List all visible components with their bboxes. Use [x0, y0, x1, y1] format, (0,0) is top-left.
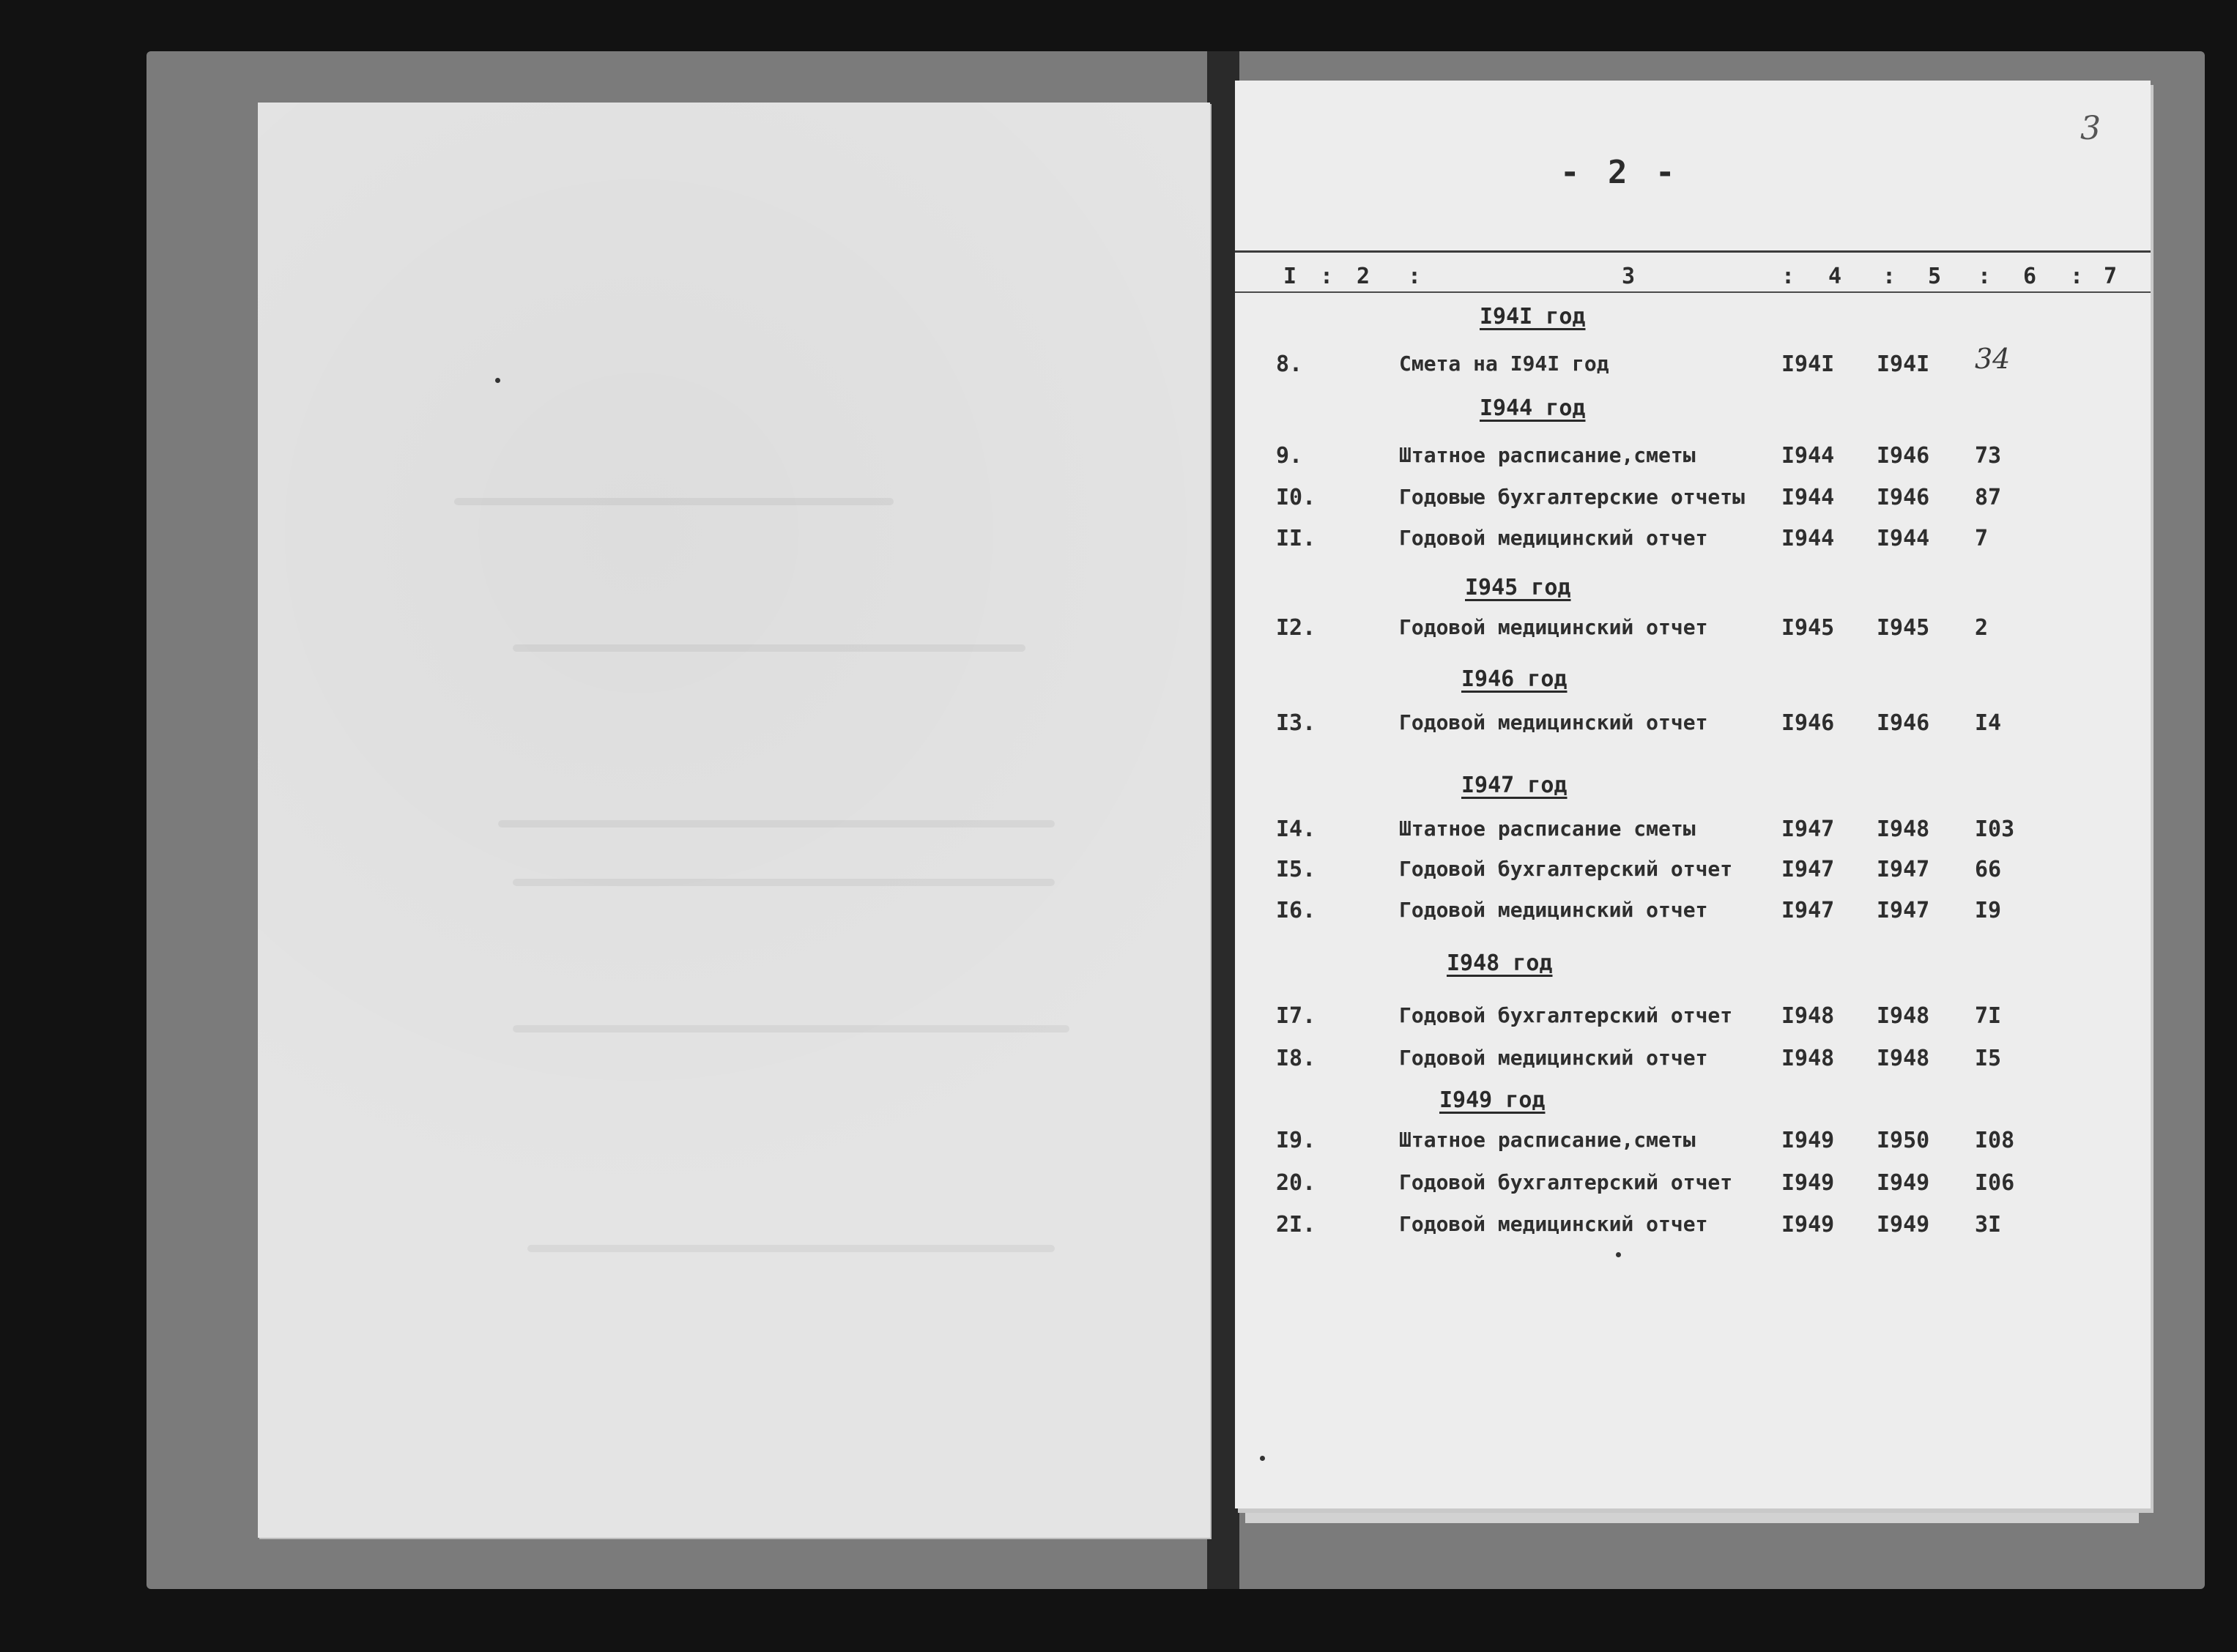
row-number: I5.	[1276, 857, 1316, 882]
row-number: I2.	[1276, 615, 1316, 641]
start-year: I944	[1781, 443, 1835, 469]
row-number: I9.	[1276, 1128, 1316, 1153]
column-number: 7	[2104, 264, 2118, 289]
table-header-rule	[1235, 291, 2151, 293]
column-separator: :	[1408, 264, 1422, 289]
record-title: Годовой бухгалтерский отчет	[1399, 1003, 1733, 1027]
sheet-count: I03	[1975, 816, 2015, 842]
row-number: I8.	[1276, 1046, 1316, 1071]
sheet-count: 66	[1975, 857, 2002, 882]
record-title: Штатное расписание сметы	[1399, 816, 1696, 841]
show-through-mark	[513, 879, 1055, 886]
start-year: I946	[1781, 710, 1835, 736]
sheet-count: 3I	[1975, 1212, 2002, 1238]
sheet-count: I9	[1975, 898, 2002, 923]
column-number: 5	[1928, 264, 1942, 289]
record-title: Годовой медицинский отчет	[1399, 615, 1708, 639]
year-heading: I947 год	[1461, 773, 1568, 798]
column-separator: :	[2070, 264, 2084, 289]
end-year: I947	[1877, 857, 1930, 882]
end-year: I94I	[1877, 351, 1930, 377]
record-title: Годовой медицинский отчет	[1399, 1212, 1708, 1236]
record-title: Смета на I94I год	[1399, 351, 1609, 376]
record-title: Годовой медицинский отчет	[1399, 1046, 1708, 1070]
start-year: I944	[1781, 526, 1835, 551]
sheet-count: 87	[1975, 485, 2002, 510]
end-year: I950	[1877, 1128, 1930, 1153]
row-number: II.	[1276, 526, 1316, 551]
start-year: I949	[1781, 1170, 1835, 1196]
end-year: I948	[1877, 816, 1930, 842]
year-heading: I948 год	[1447, 950, 1553, 976]
archive-folio-mark: 3	[2080, 110, 2101, 147]
end-year: I949	[1877, 1212, 1930, 1238]
column-separator: :	[1781, 264, 1795, 289]
start-year: I944	[1781, 485, 1835, 510]
column-separator: :	[1882, 264, 1896, 289]
record-title: Годовой медицинский отчет	[1399, 526, 1708, 550]
table-top-rule	[1235, 250, 2151, 253]
row-number: I0.	[1276, 485, 1316, 510]
sheet-count: 2	[1975, 615, 1989, 641]
sheet-count: I4	[1975, 710, 2002, 736]
end-year: I949	[1877, 1170, 1930, 1196]
year-heading: I944 год	[1480, 395, 1586, 421]
column-number: 2	[1357, 264, 1370, 289]
end-year: I948	[1877, 1046, 1930, 1071]
start-year: I948	[1781, 1003, 1835, 1029]
sheet-count: 7	[1975, 526, 1989, 551]
row-number: I3.	[1276, 710, 1316, 736]
row-number: 2I.	[1276, 1212, 1316, 1238]
dust-speck	[495, 378, 500, 383]
year-heading: I945 год	[1465, 575, 1571, 600]
record-title: Годовой бухгалтерский отчет	[1399, 1170, 1733, 1194]
sheet-count: I5	[1975, 1046, 2002, 1071]
show-through-mark	[454, 498, 894, 505]
year-heading: I949 год	[1439, 1087, 1546, 1113]
sheet-count: 34	[1975, 343, 2011, 375]
row-number: 9.	[1276, 443, 1303, 469]
start-year: I949	[1781, 1128, 1835, 1153]
sheet-count: I06	[1975, 1170, 2015, 1196]
inventory-page	[1235, 81, 2151, 1508]
record-title: Годовой бухгалтерский отчет	[1399, 857, 1733, 881]
record-title: Годовые бухгалтерские отчеты	[1399, 485, 1746, 509]
show-through-mark	[498, 820, 1055, 827]
start-year: I945	[1781, 615, 1835, 641]
show-through-mark	[513, 1025, 1069, 1032]
column-number: 4	[1828, 264, 1842, 289]
end-year: I948	[1877, 1003, 1930, 1029]
show-through-mark	[527, 1245, 1055, 1252]
start-year: I948	[1781, 1046, 1835, 1071]
sheet-count: I08	[1975, 1128, 2015, 1153]
start-year: I947	[1781, 816, 1835, 842]
row-number: I7.	[1276, 1003, 1316, 1029]
column-number: I	[1283, 264, 1297, 289]
row-number: I4.	[1276, 816, 1316, 842]
column-separator: :	[1978, 264, 1992, 289]
record-title: Штатное расписание,сметы	[1399, 1128, 1696, 1152]
end-year: I947	[1877, 898, 1930, 923]
end-year: I946	[1877, 485, 1930, 510]
record-title: Штатное расписание,сметы	[1399, 443, 1696, 467]
year-heading: I94I год	[1480, 304, 1586, 330]
page-number: - 2 -	[1560, 154, 1680, 191]
dust-speck	[1260, 1456, 1265, 1461]
start-year: I947	[1781, 898, 1835, 923]
end-year: I946	[1877, 710, 1930, 736]
end-year: I946	[1877, 443, 1930, 469]
sheet-count: 73	[1975, 443, 2002, 469]
record-title: Годовой медицинский отчет	[1399, 898, 1708, 922]
row-number: 8.	[1276, 351, 1303, 377]
dust-speck	[1616, 1252, 1621, 1257]
end-year: I944	[1877, 526, 1930, 551]
year-heading: I946 год	[1461, 666, 1568, 692]
end-year: I945	[1877, 615, 1930, 641]
column-number: 3	[1622, 264, 1636, 289]
row-number: I6.	[1276, 898, 1316, 923]
column-separator: :	[1320, 264, 1334, 289]
column-number: 6	[2023, 264, 2037, 289]
start-year: I947	[1781, 857, 1835, 882]
sheet-count: 7I	[1975, 1003, 2002, 1029]
start-year: I949	[1781, 1212, 1835, 1238]
start-year: I94I	[1781, 351, 1835, 377]
record-title: Годовой медицинский отчет	[1399, 710, 1708, 734]
show-through-mark	[513, 644, 1025, 652]
row-number: 20.	[1276, 1170, 1316, 1196]
